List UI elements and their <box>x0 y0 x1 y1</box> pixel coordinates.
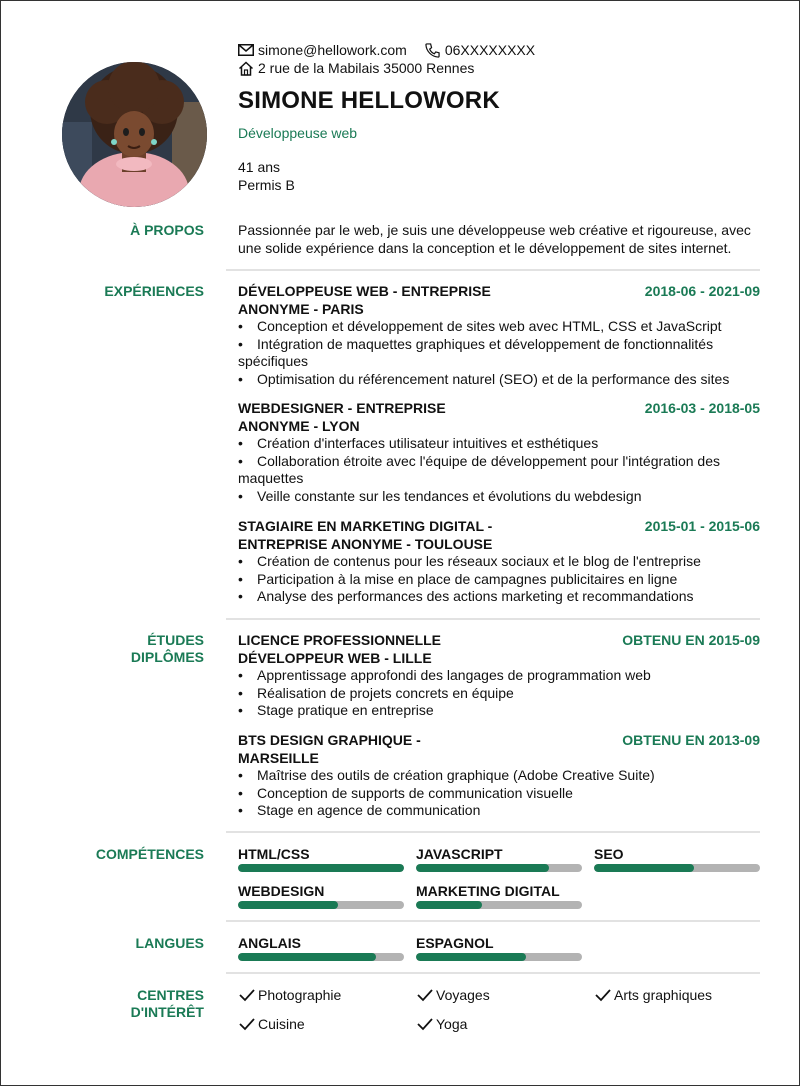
section-divider <box>226 831 760 833</box>
section-divider <box>226 920 760 922</box>
skill-item <box>416 846 582 862</box>
home-icon <box>238 60 254 76</box>
skill-item <box>238 846 404 862</box>
experience-date: 2015-01 - 2015-06 <box>644 518 760 534</box>
list-item: • Création d'interfaces utilisateur intuitives et esthétiques <box>238 435 599 451</box>
job-title: Développeuse web <box>238 125 358 141</box>
experience-title: DÉVELOPPEUSE WEB - ENTREPRISE <box>238 283 491 299</box>
list-item: • Création de contenus pour les réseaux sociaux et le blog de l'entreprise <box>238 553 701 569</box>
education-date: OBTENU EN 2013-09 <box>622 732 760 748</box>
list-item: • Stage pratique en entreprise <box>238 702 434 718</box>
list-item: • Optimisation du référencement naturel (SEO) et de la performance des sites <box>238 370 730 387</box>
skill-item <box>594 846 760 862</box>
education-subtitle: MARSEILLE <box>238 749 319 766</box>
age-text: 41 ans <box>238 159 281 175</box>
candidate-name: SIMONE HELLOWORK <box>238 87 500 114</box>
skill-item <box>416 883 582 899</box>
interest-item: Cuisine <box>238 1016 305 1032</box>
language-name: ESPAGNOL <box>416 935 494 951</box>
list-item: • Apprentissage approfondi des langages de programmation web <box>238 667 651 683</box>
skill-bar <box>416 864 582 872</box>
section-divider <box>226 269 760 271</box>
list-item: • Collaboration étroite avec l'équipe de développement pour l'intégration des maquettes <box>238 452 720 486</box>
language-item <box>238 935 404 951</box>
education-date: OBTENU EN 2015-09 <box>622 632 760 648</box>
list-item: • Conception et développement de sites web avec HTML, CSS et JavaScript <box>238 318 722 334</box>
check-icon <box>238 1017 256 1031</box>
skills-grid <box>238 846 760 916</box>
interest-item: Voyages <box>416 987 490 1003</box>
education-item <box>238 732 760 820</box>
skill-name: MARKETING DIGITAL <box>416 883 560 899</box>
list-item: • Analyse des performances des actions marketing et recommandations <box>238 588 694 604</box>
address-text: 2 rue de la Mabilais 35000 Rennes <box>258 60 475 76</box>
experience-subtitle: ANONYME - PARIS <box>238 300 364 317</box>
skill-name: SEO <box>594 846 624 862</box>
education-title: LICENCE PROFESSIONNELLE <box>238 632 442 648</box>
license-text: Permis B <box>238 177 295 193</box>
personal-info <box>238 158 295 194</box>
check-icon <box>416 1017 434 1031</box>
experiences-label: EXPÉRIENCES <box>104 283 204 299</box>
language-item <box>416 935 582 951</box>
contact-block <box>238 41 535 77</box>
interest-item: Yoga <box>416 1016 467 1032</box>
phone-text[interactable]: 06XXXXXXXX <box>444 42 536 58</box>
interests-label: CENTRES D'INTÉRÊT <box>130 987 204 1020</box>
skill-name: WEBDESIGN <box>238 883 325 899</box>
list-item: • Maîtrise des outils de création graphique (Adobe Creative Suite) <box>238 767 655 783</box>
list-item: • Stage en agence de communication <box>238 802 481 818</box>
section-divider <box>226 618 760 620</box>
about-label: À PROPOS <box>130 222 204 238</box>
language-bar <box>416 953 582 961</box>
section-divider <box>226 972 760 974</box>
about-text: Passionnée par le web, je suis une développeuse web créative et rigoureuse, avec une solide expérience dans la conception et le développement de sites internet. <box>238 222 751 256</box>
list-item: • Veille constante sur les tendances et évolutions du webdesign <box>238 487 642 504</box>
experience-item <box>238 283 760 388</box>
education-label: ÉTUDES DIPLÔMES <box>130 632 204 665</box>
interest-item: Arts graphiques <box>594 987 712 1003</box>
languages-grid <box>238 935 760 965</box>
language-name: ANGLAIS <box>238 935 301 951</box>
skill-bar <box>416 901 582 909</box>
list-item: • Conception de supports de communication visuelle <box>238 784 573 801</box>
education-title: BTS DESIGN GRAPHIQUE - <box>238 732 421 748</box>
list-item: • Intégration de maquettes graphiques et développement de fonctionnalités spécifiques <box>238 335 714 369</box>
education-item <box>238 632 760 720</box>
profile-photo <box>62 62 207 207</box>
skills-label: COMPÉTENCES <box>95 846 204 862</box>
skill-bar <box>238 864 404 872</box>
mail-icon <box>238 42 254 58</box>
experience-date: 2016-03 - 2018-05 <box>644 400 760 416</box>
list-item: • Réalisation de projets concrets en équipe <box>238 684 514 701</box>
check-icon <box>416 988 434 1002</box>
experience-item <box>238 400 760 505</box>
education-subtitle: DÉVELOPPEUR WEB - LILLE <box>238 649 432 666</box>
skill-bar <box>594 864 760 872</box>
language-bar <box>238 953 404 961</box>
experience-date: 2018-06 - 2021-09 <box>644 283 760 299</box>
skill-name: HTML/CSS <box>238 846 310 862</box>
languages-label: LANGUES <box>135 935 204 951</box>
experience-title: WEBDESIGNER - ENTREPRISE <box>238 400 446 416</box>
skill-name: JAVASCRIPT <box>416 846 503 862</box>
email-text[interactable]: simone@hellowork.com <box>258 42 407 58</box>
profile-illustration-icon <box>62 62 207 207</box>
skill-bar <box>238 901 404 909</box>
experience-item <box>238 518 760 606</box>
check-icon <box>594 988 612 1002</box>
experience-subtitle: ANONYME - LYON <box>238 417 360 434</box>
experience-title: STAGIAIRE EN MARKETING DIGITAL - <box>238 518 493 534</box>
check-icon <box>238 988 256 1002</box>
list-item: • Participation à la mise en place de campagnes publicitaires en ligne <box>238 570 678 587</box>
experience-subtitle: ENTREPRISE ANONYME - TOULOUSE <box>238 535 493 552</box>
phone-icon <box>425 42 441 58</box>
interest-item: Photographie <box>238 987 341 1003</box>
skill-item <box>238 883 404 899</box>
